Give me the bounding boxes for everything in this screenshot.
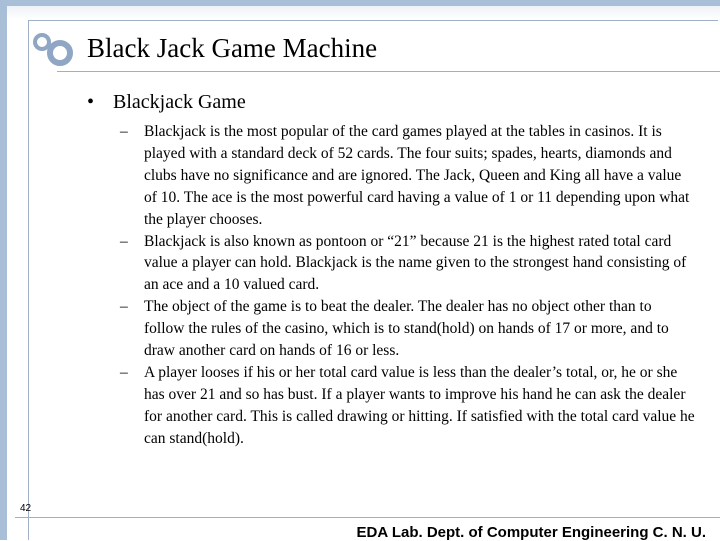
double-ring-logo-icon — [30, 30, 78, 70]
sub-bullet-text: A player looses if his or her total card value is less than the dealer’s total, or, he or she has over 21 and so has bust. If a player wants to improve his hand he can ask the dealer for another card. This is called drawing or hitting. If satisfied with the total card value he can stand(hold). — [144, 363, 695, 447]
sub-bullet-text: Blackjack is also known as pontoon or “21” because 21 is the highest rated total card value a player can hold. Blackjack is the name given to the strongest hand consisting of an ace and a 10 valued card. — [144, 232, 687, 294]
sub-bullet-list — [120, 121, 695, 450]
dash-marker: – — [120, 363, 128, 381]
sub-bullet-text: Blackjack is the most popular of the card games played at the tables in casinos. It is played with a standard deck of 52 cards. The four suits; spades, hearts, diamonds and clubs have no significance and are ignored. The Jack, Queen and King all have a value of 10. The ace is the most powerful card having a value of 1 or 11 depending upon what the player chooses. — [144, 123, 690, 228]
dash-marker: – — [120, 232, 128, 250]
page-number: 42 — [20, 503, 32, 514]
slide-title: Black Jack Game Machine — [87, 33, 378, 63]
slide-left-bar — [0, 0, 7, 540]
bullet-text: Blackjack Game — [113, 91, 246, 113]
bullet-item — [87, 91, 246, 114]
sub-bullet-item — [120, 231, 695, 297]
sub-bullet-text: The object of the game is to beat the dealer. The dealer has no object other than to follow the rules of the casino, which is to stand(hold) on hands of 17 or more, and to draw another card on hands of 16 or less. — [144, 298, 669, 360]
bullet-marker: • — [87, 91, 95, 113]
sub-bullet-item — [120, 362, 695, 450]
footer-text: EDA Lab. Dept. of Computer Engineering C. N. U. — [356, 524, 706, 541]
dash-marker: – — [120, 298, 128, 316]
footer-line — [15, 517, 720, 518]
sub-bullet-item — [120, 121, 695, 231]
title-rule — [57, 71, 720, 72]
slide-header-band — [0, 6, 720, 20]
dash-marker: – — [120, 123, 128, 140]
sub-bullet-item — [120, 296, 695, 362]
